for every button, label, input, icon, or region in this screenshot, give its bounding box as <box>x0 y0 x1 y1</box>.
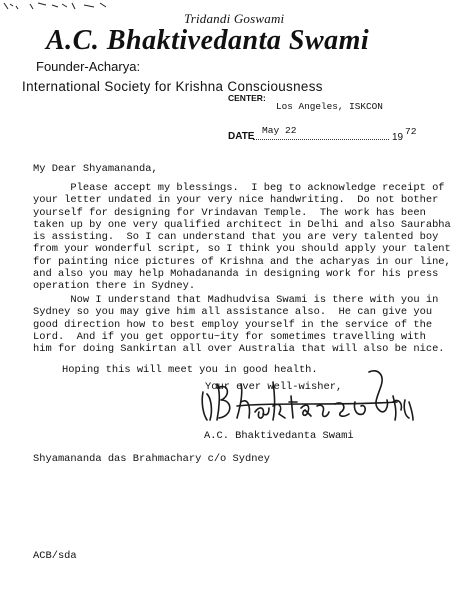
letterhead-name: A.C. Bhaktivedanta Swami <box>46 25 370 56</box>
reference-initials: ACB/sda <box>33 550 77 562</box>
center-label: CENTER: <box>228 93 266 103</box>
paragraph-1: Please accept my blessings. I beg to acknowledge receipt of your letter undated in your very nice handwriting. Do not bother yourself for designing for Vrindavan Temple. The work has been taken up by one very qualified architect in Delhi and also Saurabha is assisting. So I can understand that you are very talented boy from your wonderful script, so I think you should apply your talent for painting nice pictures of Krishna and the acharyas in our line, and also you may help Mohadananda in designing work for his press operation there in Sydney. <box>33 182 451 293</box>
date-year: 72 <box>405 126 417 137</box>
letterhead-society: International Society for Krishna Consciousness <box>22 79 323 94</box>
closing: Your ever well-wisher, <box>205 381 343 393</box>
date-label: DATE <box>228 131 255 142</box>
paragraph-2: Now I understand that Madhudvisa Swami is there with you in Sydney so you may give him all assistance also. He can give you good direction how to best employ yourself in the service of the Lord. And if you get opportu~ity for sometimes travelling with him for doing Sankirtan all over Australia that will also be nice. <box>33 294 445 356</box>
scan-marks <box>0 0 140 14</box>
date-dotted-line <box>253 139 389 140</box>
letterhead-founder: Founder-Acharya: <box>36 59 141 74</box>
salutation: My Dear Shyamananda, <box>33 163 158 175</box>
center-value: Los Angeles, ISKCON <box>276 101 383 112</box>
recipient-line: Shyamananda das Brahmachary c/o Sydney <box>33 453 270 465</box>
date-month-day: May 22 <box>262 125 297 136</box>
typed-signature-name: A.C. Bhaktivedanta Swami <box>204 430 354 442</box>
paragraph-3: Hoping this will meet you in good health. <box>62 364 318 376</box>
date-century: 19 <box>392 132 404 143</box>
handwritten-signature <box>197 362 417 426</box>
letterhead-title-tridandi: Tridandi Goswami <box>184 11 285 26</box>
